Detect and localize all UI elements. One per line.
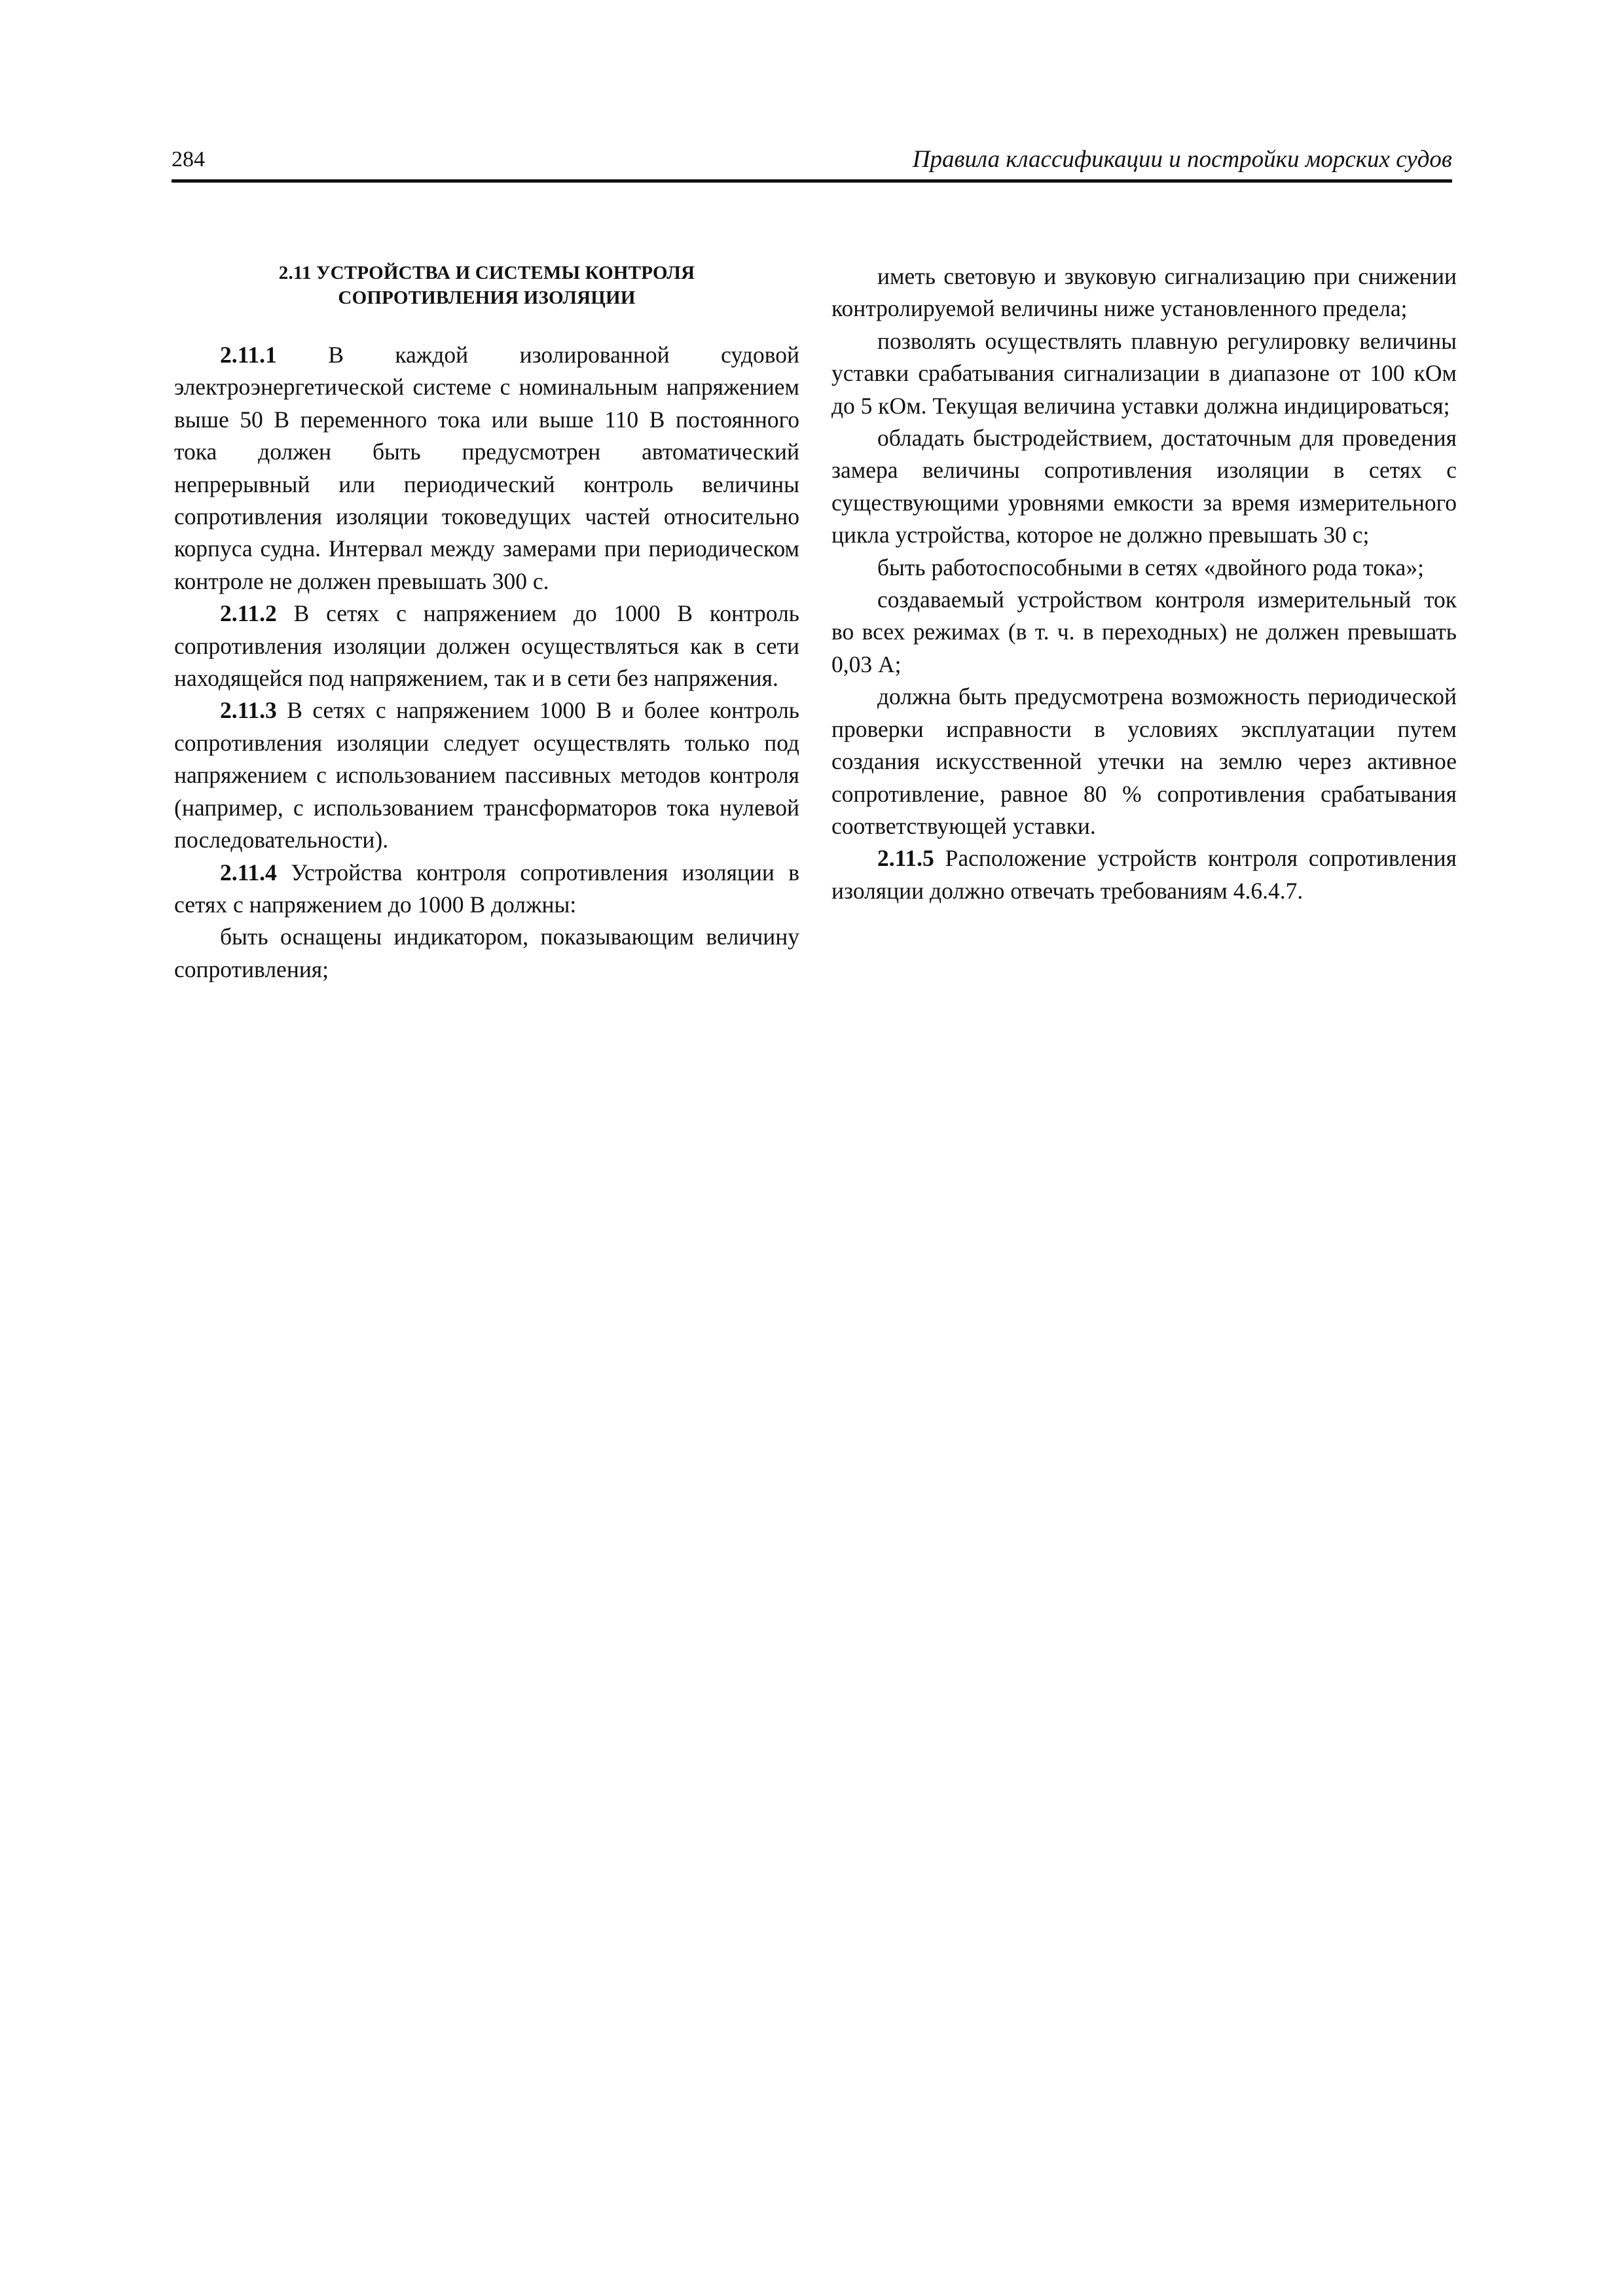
right-column [831,260,1457,907]
paragraph-2-11-5 [831,842,1457,907]
requirement-6: создаваемый устройством контроля измерительный ток во всех режимах (в т. ч. в переходных) не должен превышать 0,03 А; [831,586,1457,677]
requirement-5: быть работоспособными в сетях «двойного рода тока»; [877,554,1424,581]
clause-number-2-11-2: 2.11.2 [220,600,277,627]
left-column [174,260,799,986]
requirement-7: должна быть предусмотрена возможность периодической проверки исправности в условиях эксплуатации путем создания искусственной утечки на землю через активное сопротивление, равное 80 % сопротивления срабатывания соответствующей уставки. [831,683,1457,839]
paragraph-2-11-2 [174,598,799,694]
paragraph-2-11-1 [174,339,799,598]
clause-text-2-11-1: В каждой изолированной судовой электроэнергетической системе с номинальным напряжением выше 50 В переменного тока или выше 110 В постоянного тока должен быть предусмотрен автоматический непрерывный или периодический контроль величины сопротивления изоляции токоведущих частей относительно корпуса судна. Интервал между замерами при периодическом контроле не должен превышать 300 с. [174,342,799,594]
clause-number-2-11-4: 2.11.4 [220,859,277,886]
clause-text-2-11-2: В сетях с напряжением до 1000 В контроль сопротивления изоляции должен осуществляться как в сети находящейся под напряжением, так и в сети без напряжения. [174,600,799,692]
page-number: 284 [172,147,205,171]
page-header [172,145,1452,183]
clause-number-2-11-5: 2.11.5 [877,845,934,872]
clause-text-2-11-5: Расположение устройств контроля сопротивления изоляции должно отвечать требованиям 4.6.4.7. [831,845,1457,904]
section-title [174,260,799,310]
clause-number-2-11-3: 2.11.3 [220,697,277,724]
section-title-line-1: 2.11 УСТРОЙСТВА И СИСТЕМЫ КОНТРОЛЯ [278,262,695,283]
requirement-1: быть оснащены индикатором, показывающим величину сопротивления; [174,924,799,982]
clause-number-2-11-1: 2.11.1 [220,342,277,368]
section-title-line-2: СОПРОТИВЛЕНИЯ ИЗОЛЯЦИИ [338,287,636,308]
paragraph-2-11-3 [174,694,799,856]
running-title: Правила классификации и постройки морских судов [912,146,1452,173]
clause-text-2-11-3: В сетях с напряжением 1000 В и более контроль сопротивления изоляции следует осуществлять только под напряжением с использованием пассивных методов контроля (например, с использованием трансформаторов тока нулевой последовательности). [174,697,799,853]
clause-text-2-11-4: Устройства контроля сопротивления изоляции в сетях с напряжением до 1000 В должны: [174,859,799,918]
requirement-3: позволять осуществлять плавную регулировку величины уставки срабатывания сигнализации в диапазоне от 100 кОм до 5 кОм. Текущая величина уставки должна индицироваться; [831,327,1457,419]
paragraph-2-11-4 [174,857,799,922]
requirement-2: иметь световую и звуковую сигнализацию при снижении контролируемой величины ниже установленного предела; [831,263,1457,322]
requirement-4: обладать быстродействием, достаточным для проведения замера величины сопротивления изоляции в сетях с существующими уровнями емкости за время измерительного цикла устройства, которое не должно превышать 30 с; [831,425,1457,548]
